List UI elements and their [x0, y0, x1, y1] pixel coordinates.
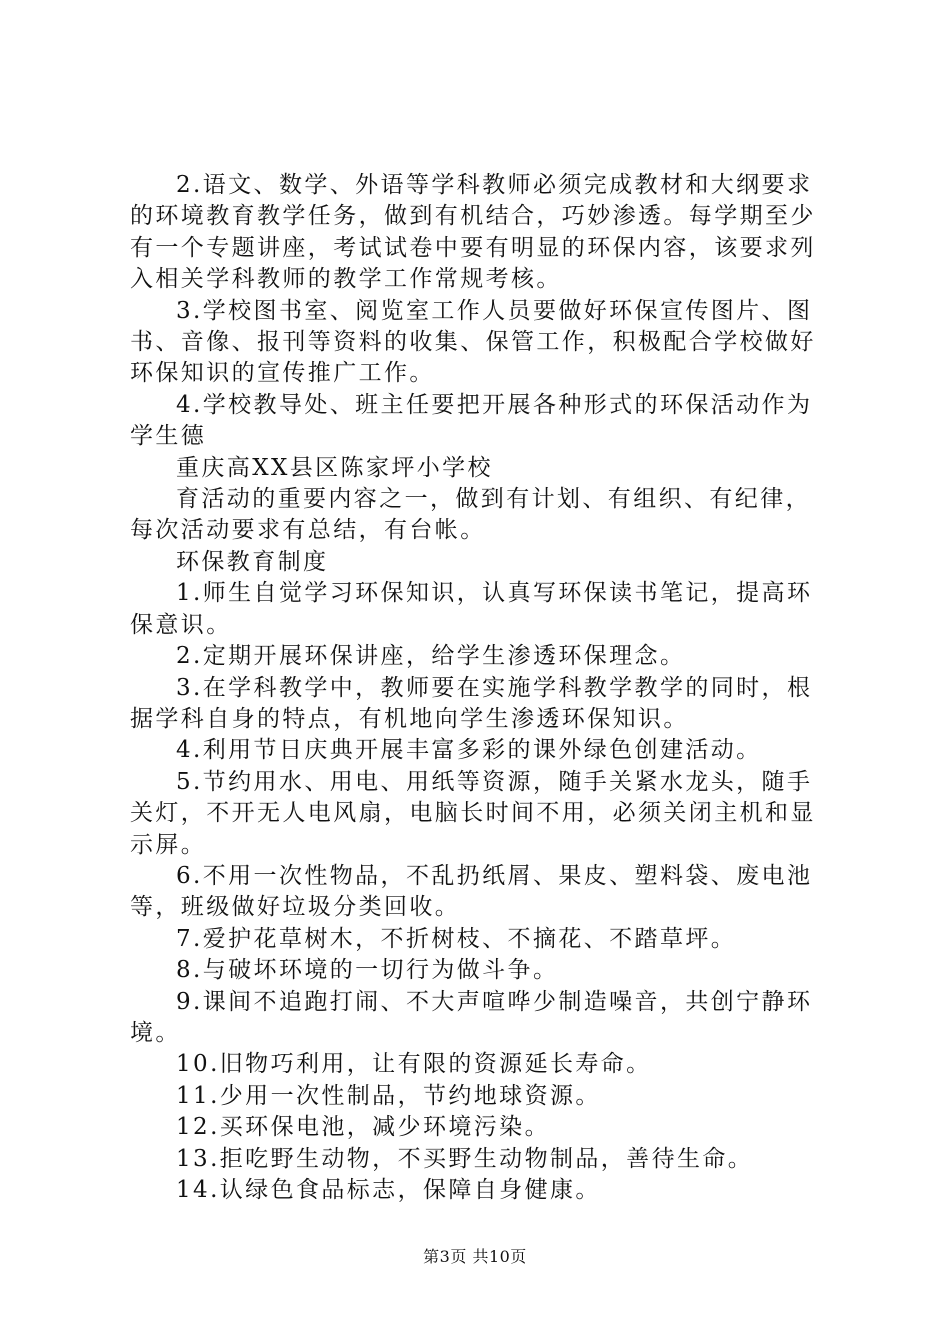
rule-item-11	[130, 1081, 830, 1112]
text-line: 有一个专题讲座，考试试卷中要有明显的环保内容，该要求列	[130, 234, 816, 261]
text-line: 6.不用一次性物品，不乱扔纸屑、果皮、塑料袋、废电池	[176, 862, 813, 889]
paragraph-2	[130, 296, 830, 390]
paragraph-1	[130, 170, 830, 296]
rule-item-7	[130, 924, 830, 955]
text-line: 书、音像、报刊等资料的收集、保管工作，积极配合学校做好	[130, 329, 816, 356]
rule-item-8	[130, 955, 830, 986]
text-line: 每次活动要求有总结，有台帐。	[130, 517, 486, 544]
text-line: 据学科自身的特点，有机地向学生渗透环保知识。	[130, 705, 689, 732]
text-line: 8.与破坏环境的一切行为做斗争。	[176, 957, 559, 984]
text-line: 3.学校图书室、阅览室工作人员要做好环保宣传图片、图	[176, 297, 813, 324]
text-line: 12.买环保电池，减少环境污染。	[176, 1114, 550, 1141]
school-name-line	[130, 453, 830, 484]
rule-item-6	[130, 861, 830, 924]
rule-item-14	[130, 1175, 830, 1206]
paragraph-3	[130, 390, 830, 453]
rule-item-12	[130, 1112, 830, 1143]
text-line: 9.课间不追跑打闹、不大声喧哗少制造噪音，共创宁静环	[176, 988, 813, 1015]
rule-item-3	[130, 673, 830, 736]
text-line: 境。	[130, 1019, 181, 1046]
text-line: 1.师生自觉学习环保知识，认真写环保读书笔记，提高环	[176, 580, 813, 607]
text-line: 3.在学科教学中，教师要在实施学科教学教学的同时，根	[176, 674, 813, 701]
paragraph-4	[130, 484, 830, 547]
rule-item-13	[130, 1144, 830, 1175]
text-line: 5.节约用水、用电、用纸等资源，随手关紧水龙头，随手	[176, 768, 813, 795]
text-line: 2.定期开展环保讲座，给学生渗透环保理念。	[176, 643, 686, 670]
rule-item-1	[130, 578, 830, 641]
text-line: 育活动的重要内容之一，做到有计划、有组织、有纪律，	[176, 486, 811, 513]
text-line: 10.旧物巧利用，让有限的资源延长寿命。	[176, 1051, 652, 1078]
text-line: 11.少用一次性制品，节约地球资源。	[176, 1082, 601, 1109]
text-line: 的环境教育教学任务，做到有机结合，巧妙渗透。每学期至少	[130, 203, 816, 230]
document-body	[130, 170, 830, 1206]
rule-item-2	[130, 641, 830, 672]
section-heading	[130, 547, 830, 578]
text-line: 14.认绿色食品标志，保障自身健康。	[176, 1177, 601, 1203]
text-line: 2.语文、数学、外语等学科教师必须完成教材和大纲要求	[176, 172, 813, 198]
text-line: 入相关学科教师的教学工作常规考核。	[130, 266, 562, 293]
page-number-footer: 第3页 共10页	[423, 1247, 527, 1266]
rule-item-10	[130, 1049, 830, 1080]
text-line: 关灯，不开无人电风扇，电脑长时间不用，必须关闭主机和显	[130, 800, 816, 827]
text-line: 4.利用节日庆典开展丰富多彩的课外绿色创建活动。	[176, 737, 762, 764]
text-line: 13.拒吃野生动物，不买野生动物制品，善待生命。	[176, 1145, 754, 1172]
text-line: 保意识。	[130, 611, 232, 638]
text-line: 环保知识的宣传推广工作。	[130, 360, 435, 387]
rule-item-9	[130, 987, 830, 1050]
text-line: 环保教育制度	[176, 548, 329, 575]
text-line: 重庆高XX县区陈家坪小学校	[176, 454, 493, 481]
text-line: 学生德	[130, 423, 207, 450]
rule-item-5	[130, 767, 830, 861]
text-line: 等，班级做好垃圾分类回收。	[130, 894, 461, 921]
text-line: 4.学校教导处、班主任要把开展各种形式的环保活动作为	[176, 391, 813, 418]
rule-item-4	[130, 735, 830, 766]
text-line: 示屏。	[130, 831, 207, 858]
text-line: 7.爱护花草树木，不折树枝、不摘花、不踏草坪。	[176, 925, 737, 952]
